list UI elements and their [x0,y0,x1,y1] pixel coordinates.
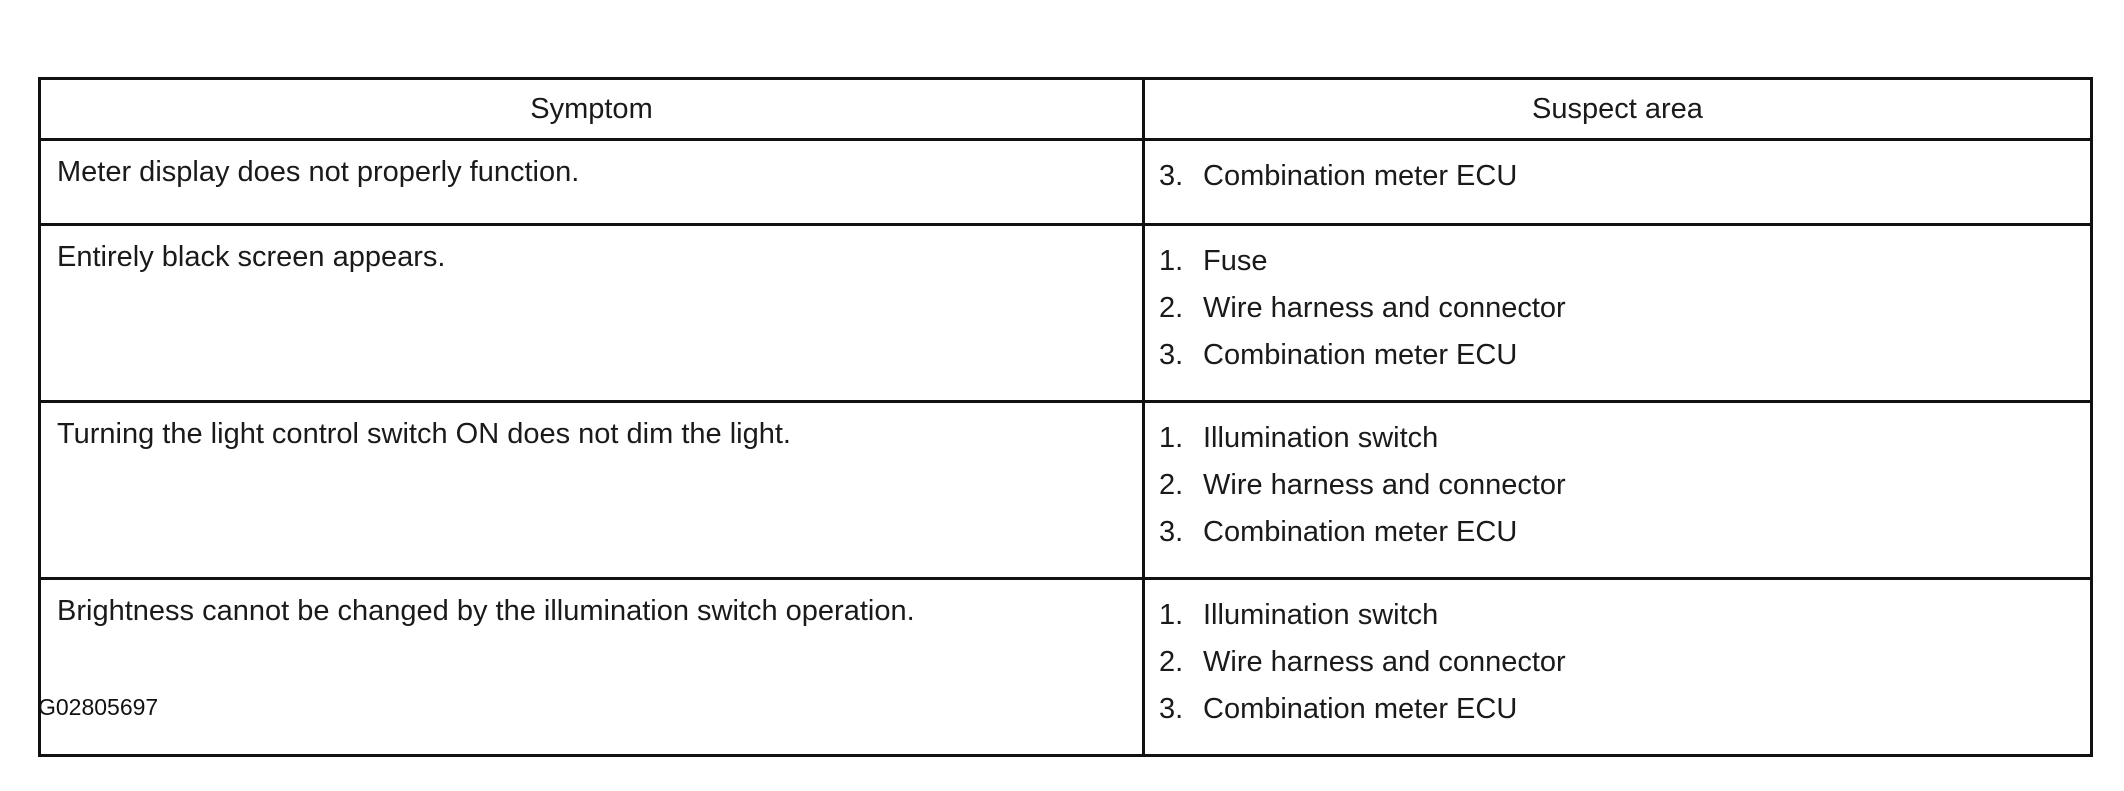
suspect-list [1159,238,2090,379]
symptom-cell: Entirely black screen appears. [40,225,1144,402]
suspect-area-cell [1144,579,2092,756]
suspect-number: 2. [1159,292,1184,324]
suspect-text: Combination meter ECU [1203,516,1518,548]
suspect-item [1159,639,2090,686]
header-symptom: Symptom [40,79,1144,140]
suspect-item [1159,153,2090,200]
suspect-item [1159,592,2090,639]
suspect-list [1159,153,2090,200]
table-row [40,140,2092,225]
suspect-text: Wire harness and connector [1203,469,1566,501]
suspect-number: 3. [1159,516,1184,548]
table-row [40,579,2092,756]
suspect-text: Wire harness and connector [1203,646,1566,678]
suspect-text: Combination meter ECU [1203,693,1518,725]
suspect-text: Fuse [1203,245,1268,277]
suspect-item [1159,509,2090,556]
suspect-item [1159,415,2090,462]
symptom-table-container [38,77,2090,757]
suspect-item [1159,238,2090,285]
suspect-number: 1. [1159,245,1184,277]
problem-symptoms-table [38,77,2093,757]
symptom-cell: Meter display does not properly function. [40,140,1144,225]
table-row [40,225,2092,402]
suspect-area-cell [1144,402,2092,579]
symptom-cell: Brightness cannot be changed by the illumination switch operation. [40,579,1144,756]
suspect-number: 3. [1159,693,1184,725]
symptom-cell: Turning the light control switch ON does not dim the light. [40,402,1144,579]
suspect-text: Illumination switch [1203,599,1439,631]
suspect-text: Combination meter ECU [1203,339,1518,371]
suspect-area-cell [1144,225,2092,402]
suspect-area-cell [1144,140,2092,225]
suspect-number: 2. [1159,646,1184,678]
suspect-number: 1. [1159,599,1184,631]
suspect-text: Wire harness and connector [1203,292,1566,324]
suspect-number: 2. [1159,469,1184,501]
suspect-item [1159,332,2090,379]
suspect-number: 3. [1159,339,1184,371]
suspect-item [1159,285,2090,332]
suspect-number: 3. [1159,160,1184,192]
suspect-item [1159,686,2090,733]
figure-id: G02805697 [38,694,159,720]
suspect-text: Illumination switch [1203,422,1439,454]
suspect-item [1159,462,2090,509]
table-row [40,402,2092,579]
table-header-row [40,79,2092,140]
suspect-text: Combination meter ECU [1203,160,1518,192]
suspect-number: 1. [1159,422,1184,454]
header-suspect-area: Suspect area [1144,79,2092,140]
suspect-list [1159,415,2090,556]
suspect-list [1159,592,2090,733]
